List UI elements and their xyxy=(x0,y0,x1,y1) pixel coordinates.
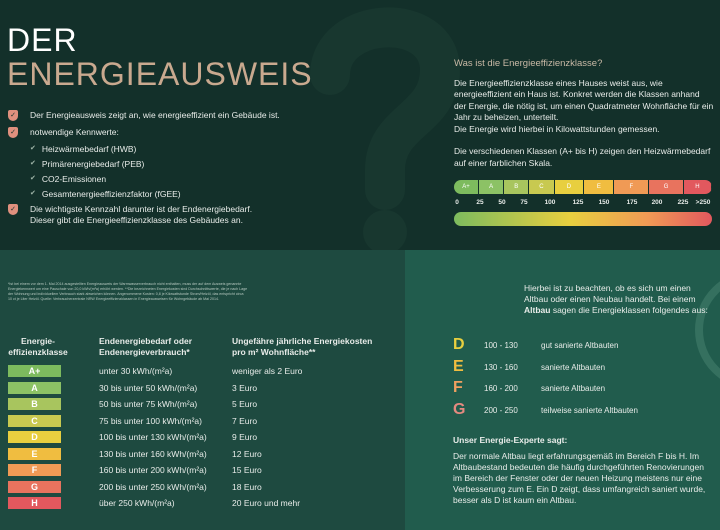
question-p3: Die verschiedenen Klassen (A+ bis H) zeigen den Heizwärmebedarf auf einer farblichen Skala. xyxy=(454,146,711,168)
demand-cell: 200 bis unter 250 kWh/(m²a) xyxy=(99,481,207,492)
scale-tick: 75 xyxy=(520,199,528,206)
table-row xyxy=(0,481,405,494)
scale-tick: 0 xyxy=(455,199,459,206)
question-title: Was ist die Energieeffizienzklasse? xyxy=(454,58,603,69)
cost-cell: weniger als 2 Euro xyxy=(232,366,303,376)
cost-cell: 5 Euro xyxy=(232,399,258,409)
altbau-desc: teilweise sanierte Altbauten xyxy=(541,405,638,415)
table-row xyxy=(0,497,405,510)
demand-cell: unter 30 kWh/(m²a) xyxy=(99,366,173,376)
table-row xyxy=(0,448,405,461)
scale-tick: 100 xyxy=(544,199,556,206)
scale-class-E: E xyxy=(584,180,614,194)
cost-cell: 18 Euro xyxy=(232,481,262,492)
question-block xyxy=(454,58,714,169)
scale-tick: 125 xyxy=(572,199,584,206)
shield-check-icon: ✓ xyxy=(8,204,18,215)
bullet-text: notwendige Kennwerte: xyxy=(30,127,119,137)
top-section xyxy=(0,0,720,250)
intro-text: Hierbei ist zu beachten, ob es sich um einen Altbau oder einen Neubau handelt. Bei einem xyxy=(524,283,696,304)
class-badge: E xyxy=(8,448,61,460)
altbau-desc: sanierte Altbauten xyxy=(541,384,606,393)
altbau-range: 200 - 250 xyxy=(484,405,518,415)
altbau-range: 100 - 130 xyxy=(484,341,518,350)
scale-bar xyxy=(454,180,712,194)
altbau-desc: gut sanierte Altbauten xyxy=(541,341,619,350)
class-badge: B xyxy=(8,398,61,410)
class-badge: A xyxy=(8,382,61,394)
scale-class-D: D xyxy=(555,180,585,194)
table-row xyxy=(0,431,405,444)
demand-cell: 75 bis unter 100 kWh/(m²a) xyxy=(99,415,202,426)
class-badge: C xyxy=(8,415,61,427)
question-p1: Die Energieeffizienzklasse eines Hauses weist aus, wie energieeffizient ein Haus ist. Konkret werden die Klassen anhand der Energie, die nötig ist, um einen Quadratmeter Wohnfläche für ein Jahr zu beheizen, unterteilt. xyxy=(454,77,714,122)
header-cost: Ungefähre jährliche Energiekosten pro m² Wohnfläche** xyxy=(232,336,373,357)
title-line1: DER xyxy=(7,22,78,58)
table-row xyxy=(0,382,405,395)
cost-cell: 3 Euro xyxy=(232,382,258,393)
scale-class-B: B xyxy=(504,180,529,194)
check-icon: ✔ xyxy=(30,160,36,167)
expert-block xyxy=(453,435,715,506)
scale-tick: 175 xyxy=(626,199,638,206)
bullet-list xyxy=(8,110,280,232)
scale-tick: 25 xyxy=(476,199,484,206)
sub-text: Primärenergiebedarf (PEB) xyxy=(41,159,145,169)
demand-cell: über 250 kWh/(m²a) xyxy=(99,498,175,508)
check-icon: ✔ xyxy=(30,190,36,197)
table-row xyxy=(0,365,405,378)
scale-tick: 150 xyxy=(598,199,610,206)
scale-class-H: H xyxy=(684,180,712,194)
scale-class-A: A xyxy=(479,180,504,194)
scale-tick: 50 xyxy=(498,199,506,206)
title-line2: ENERGIEAUSWEIS xyxy=(7,56,313,92)
bullet-item xyxy=(8,110,280,121)
sub-text: CO2-Emissionen xyxy=(41,174,107,184)
bullet-text: Die wichtigste Kennzahl darunter ist der Endenergiebedarf. Dieser gibt die Energieeffizienzklasse des Gebäudes an. xyxy=(30,204,253,225)
sub-item xyxy=(30,174,280,184)
class-badge: H xyxy=(8,497,61,509)
check-icon: ✔ xyxy=(30,175,36,182)
scale-ticks xyxy=(454,196,712,210)
footnote: *Ist bei einem vor dem 1. Mai 2014 ausgestellten Energieausweis der Warmwasserverbrauch nicht enthalten, muss der auf dem Ausweis genannte Energiekennwert um eine Pauschale von 20,0 kWh/(m²a) erhöht werden. **Die bezeichneten Energiekosten sind Durchschnittswerte, die je nach Lage der Wohnung und individuellem Verbrauch stark abweichen können. Angenommene Kosten: 0,8 je Kilowattstunde Strom/Heizöl, das entspricht circa 10 ct je Liter Heizöl. Quelle: Verbraucherzentrale NRW Energieeffizienzklassen in Energieausweisen für Wohngebäude ab Mai 2014. xyxy=(8,282,248,301)
sub-item xyxy=(30,144,280,154)
demand-cell: 130 bis unter 160 kWh/(m²a) xyxy=(99,448,207,459)
altbau-range: 130 - 160 xyxy=(484,362,518,372)
demand-cell: 160 bis unter 200 kWh/(m²a) xyxy=(99,465,207,475)
efficiency-scale xyxy=(454,180,712,226)
altbau-class: E xyxy=(453,357,464,375)
altbau-section xyxy=(405,250,720,530)
intro-text: sagen die Energieklassen folgendes aus: xyxy=(550,305,708,315)
cost-cell: 15 Euro xyxy=(232,465,262,475)
altbau-item xyxy=(453,400,713,421)
cost-cell: 12 Euro xyxy=(232,448,262,459)
question-p2: Die Energie wird hierbei in Kilowattstunden gemessen. xyxy=(454,123,660,134)
demand-cell: 30 bis unter 50 kWh/(m²a) xyxy=(99,382,198,393)
scale-class-F: F xyxy=(614,180,649,194)
shield-check-icon: ✓ xyxy=(8,110,18,121)
altbau-item xyxy=(453,336,713,356)
table-row xyxy=(0,398,405,411)
altbau-range: 160 - 200 xyxy=(484,384,518,393)
class-badge: G xyxy=(8,481,61,493)
altbau-class: G xyxy=(453,400,466,418)
cost-cell: 20 Euro und mehr xyxy=(232,498,301,508)
sub-text: Gesamtenergieeffizienzfaktor (fGEE) xyxy=(41,189,181,199)
cost-cell: 9 Euro xyxy=(232,432,258,442)
table-section xyxy=(0,250,405,530)
scale-tick: 225 xyxy=(677,199,689,206)
intro-bold: Altbau xyxy=(524,305,551,315)
sub-text: Heizwärmebedarf (HWB) xyxy=(41,144,137,154)
altbau-class: F xyxy=(453,379,463,396)
altbau-item xyxy=(453,379,713,399)
altbau-class: D xyxy=(453,336,465,353)
class-badge: F xyxy=(8,464,61,476)
class-badge: D xyxy=(8,431,61,443)
altbau-desc: sanierte Altbauten xyxy=(541,362,606,372)
sub-item xyxy=(30,159,280,169)
table-row xyxy=(0,415,405,428)
cost-cell: 7 Euro xyxy=(232,415,258,426)
expert-title: Unser Energie-Experte sagt: xyxy=(453,435,568,445)
question-mark-graphic xyxy=(300,0,460,250)
expert-text: Der normale Altbau liegt erfahrungsgemäß im Bereich F bis H. Im Altbaubestand bedeuten die häufig durchgeführten Renovierungen im Bereich der Fenster oder der neuen Heizung meistens nur eine Verbesserung zum E. Ein D zeigt, dass umfangreich saniert wurde, besser als D ist kaum ein Altbau. xyxy=(453,451,706,505)
header-class: Energie- effizienzklasse xyxy=(8,336,68,357)
altbau-intro xyxy=(524,283,714,316)
scale-gradient xyxy=(454,212,712,226)
table-row xyxy=(0,464,405,477)
scale-tick: >250 xyxy=(695,199,711,206)
scale-class-C: C xyxy=(529,180,554,194)
demand-cell: 50 bis unter 75 kWh/(m²a) xyxy=(99,399,198,409)
class-badge: A+ xyxy=(8,365,61,377)
demand-cell: 100 bis unter 130 kWh/(m²a) xyxy=(99,432,207,442)
bullet-item xyxy=(8,204,278,226)
shield-check-icon: ✓ xyxy=(8,127,18,138)
bullet-text: Der Energieausweis zeigt an, wie energieeffizient ein Gebäude ist. xyxy=(30,110,280,120)
scale-tick: 200 xyxy=(651,199,663,206)
scale-class-G: G xyxy=(649,180,684,194)
check-icon: ✔ xyxy=(30,145,36,152)
bullet-item xyxy=(8,127,280,138)
altbau-item xyxy=(453,357,713,378)
header-demand: Endenergiebedarf oder Endenergieverbrauch* xyxy=(99,336,193,357)
sub-item xyxy=(30,189,280,199)
scale-class-A+: A+ xyxy=(454,180,479,194)
